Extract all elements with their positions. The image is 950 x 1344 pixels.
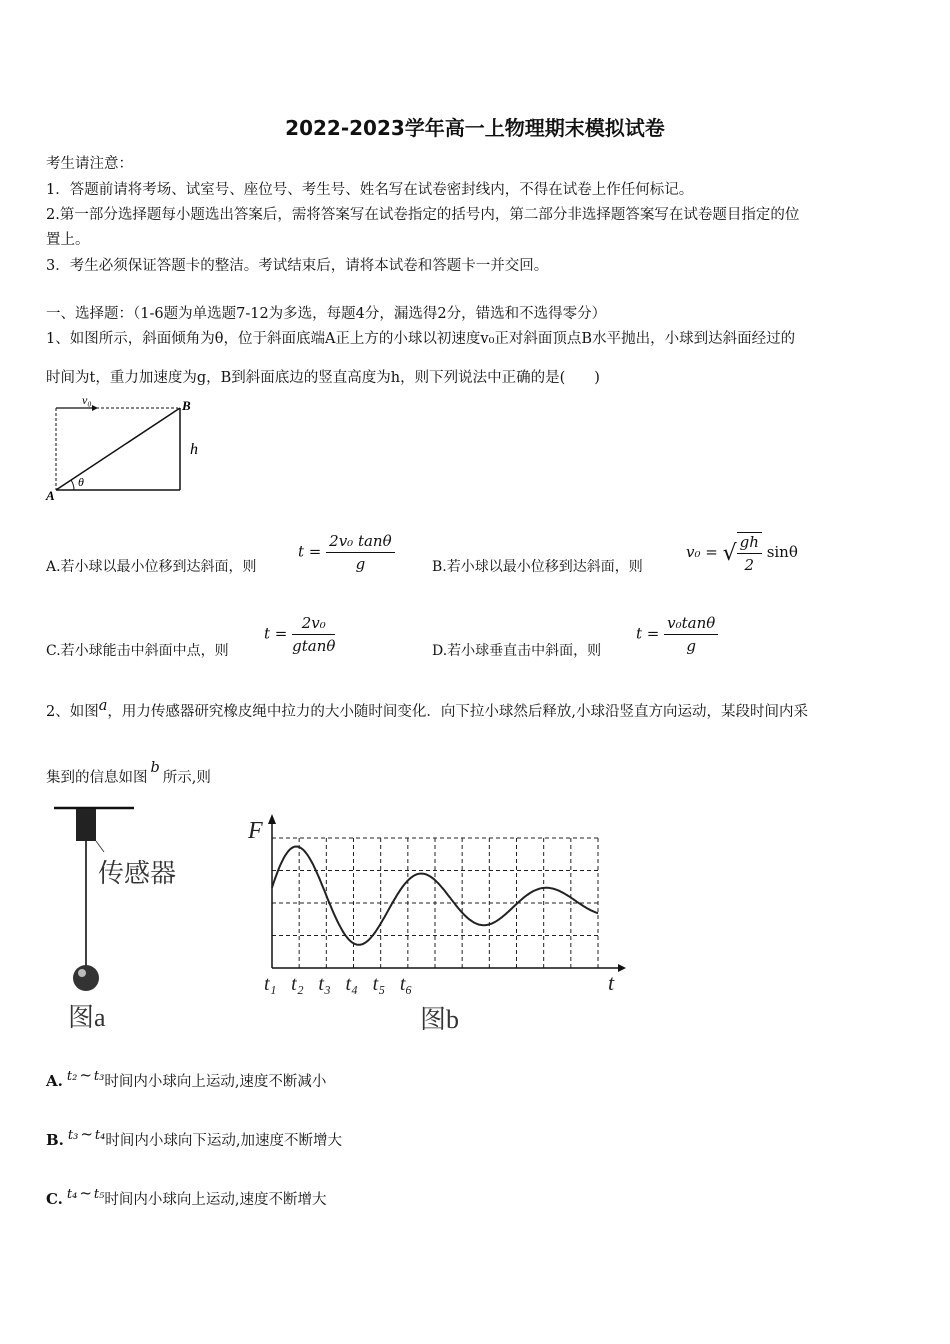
notice-heading: 考生请注意： [46,156,133,172]
formula-lhs: v₀ = [686,543,718,561]
figure-b [244,810,634,1040]
q1-option-d: D.若小球垂直击中斜面，则 [432,643,602,659]
notice-item-2: 2.第一部分选择题每小题选出答案后，需将答案写在试卷指定的括号内，第二部分非选择题答案写在试卷题目指定的位 [46,207,800,223]
x-axis-arrowhead [618,964,626,972]
velocity-arrowhead [92,405,98,411]
sensor-block [76,809,96,841]
tick-label: t₆ [399,973,413,995]
figure-a-caption: 图a [68,1003,106,1032]
q1-option-d-formula [636,614,718,655]
formula-tail: sinθ [766,543,798,561]
point-b-label: B [182,398,191,413]
q1-stem-line1: 1、如图所示，斜面倾角为θ，位于斜面底端A正上方的小球以初速度v₀正对斜面顶点B水平抛出，小球到达斜面经过的 [46,331,796,347]
tick-label: t₅ [372,973,386,995]
figure-a [48,800,198,1035]
figure-b-tick-labels [264,973,412,995]
q2-option-a: A. t₂ ~ t₃时间内小球向上运动,速度不断减小 [46,1066,327,1090]
notice-item-2-cont: 置上。 [46,232,90,248]
q2-option-b: B. t₃ ~ t₄时间内小球向下运动,加速度不断增大 [46,1125,342,1149]
sensor-pointer [96,841,104,852]
angle-arc [71,480,74,490]
formula-lhs: t = [636,624,660,643]
q2-stem-line1: 2、如图a，用力传感器研究橡皮绳中拉力的大小随时间变化．向下拉小球然后释放,小球沿竖直方向运动，某段时间内采 [46,698,808,720]
y-axis-arrowhead [268,814,276,824]
ball [73,965,99,991]
q2-stem-line2: 集到的信息如图b所示,则 [46,760,211,786]
tick-label: t₃ [318,973,331,995]
q1-stem-line2: 时间为t，重力加速度为g，B到斜面底边的竖直高度为h，则下列说法中正确的是( ) [46,370,600,386]
tick-label: t₂ [291,973,304,995]
figure-b-caption: 图b [420,1005,460,1034]
incline-slope [56,408,180,490]
formula-lhs: t = [264,624,288,643]
q1-option-b-formula [686,532,798,574]
v0-label: v₀ [82,393,92,407]
point-a-label: A [46,488,55,502]
notice-item-1: 1．答题前请将考场、试室号、座位号、考生号、姓名写在试卷密封线内，不得在试卷上作任何标记。 [46,182,694,198]
ball-highlight [78,969,86,977]
t-axis-label: t [608,970,615,995]
fraction: $\frac{gh}{2}$ [737,532,762,574]
page-title: 2022-2023学年高一上物理期末模拟试卷 [285,116,665,140]
q1-option-c: C.若小球能击中斜面中点，则 [46,643,229,659]
notice-item-3: 3．考生必须保证答题卡的整洁。考试结束后，请将本试卷和答题卡一并交回。 [46,258,549,274]
theta-label: θ [78,475,84,489]
tick-label: t₁ [264,973,277,995]
fraction: $\frac{\text{v₀tanθ}}{g}$ [664,614,718,655]
height-label: h [190,441,198,458]
fraction: $\frac{\text{2v₀ tanθ}}{g}$ [326,532,394,573]
incline-figure [40,390,220,502]
q1-option-c-formula [264,614,335,655]
sqrt-sign: √ [722,540,737,566]
f-axis-label: F [248,818,263,844]
q1-option-a-formula [298,532,395,573]
figure-b-grid [272,838,598,968]
tick-label: t₄ [345,973,359,995]
formula-lhs: t = [298,542,322,561]
fraction: $\frac{\text{2v₀}}{gtan\theta}$ [292,614,336,655]
sensor-label: 传感器 [98,859,177,888]
q1-option-b: B.若小球以最小位移到达斜面，则 [432,559,643,575]
q1-option-a: A.若小球以最小位移到达斜面，则 [46,559,257,575]
q2-option-c: C. t₄ ~ t₅时间内小球向上运动,速度不断增大 [46,1184,327,1208]
section-heading: 一、选择题：（1-6题为单选题7-12为多选，每题4分，漏选得2分，错选和不选得零分） [46,306,607,322]
